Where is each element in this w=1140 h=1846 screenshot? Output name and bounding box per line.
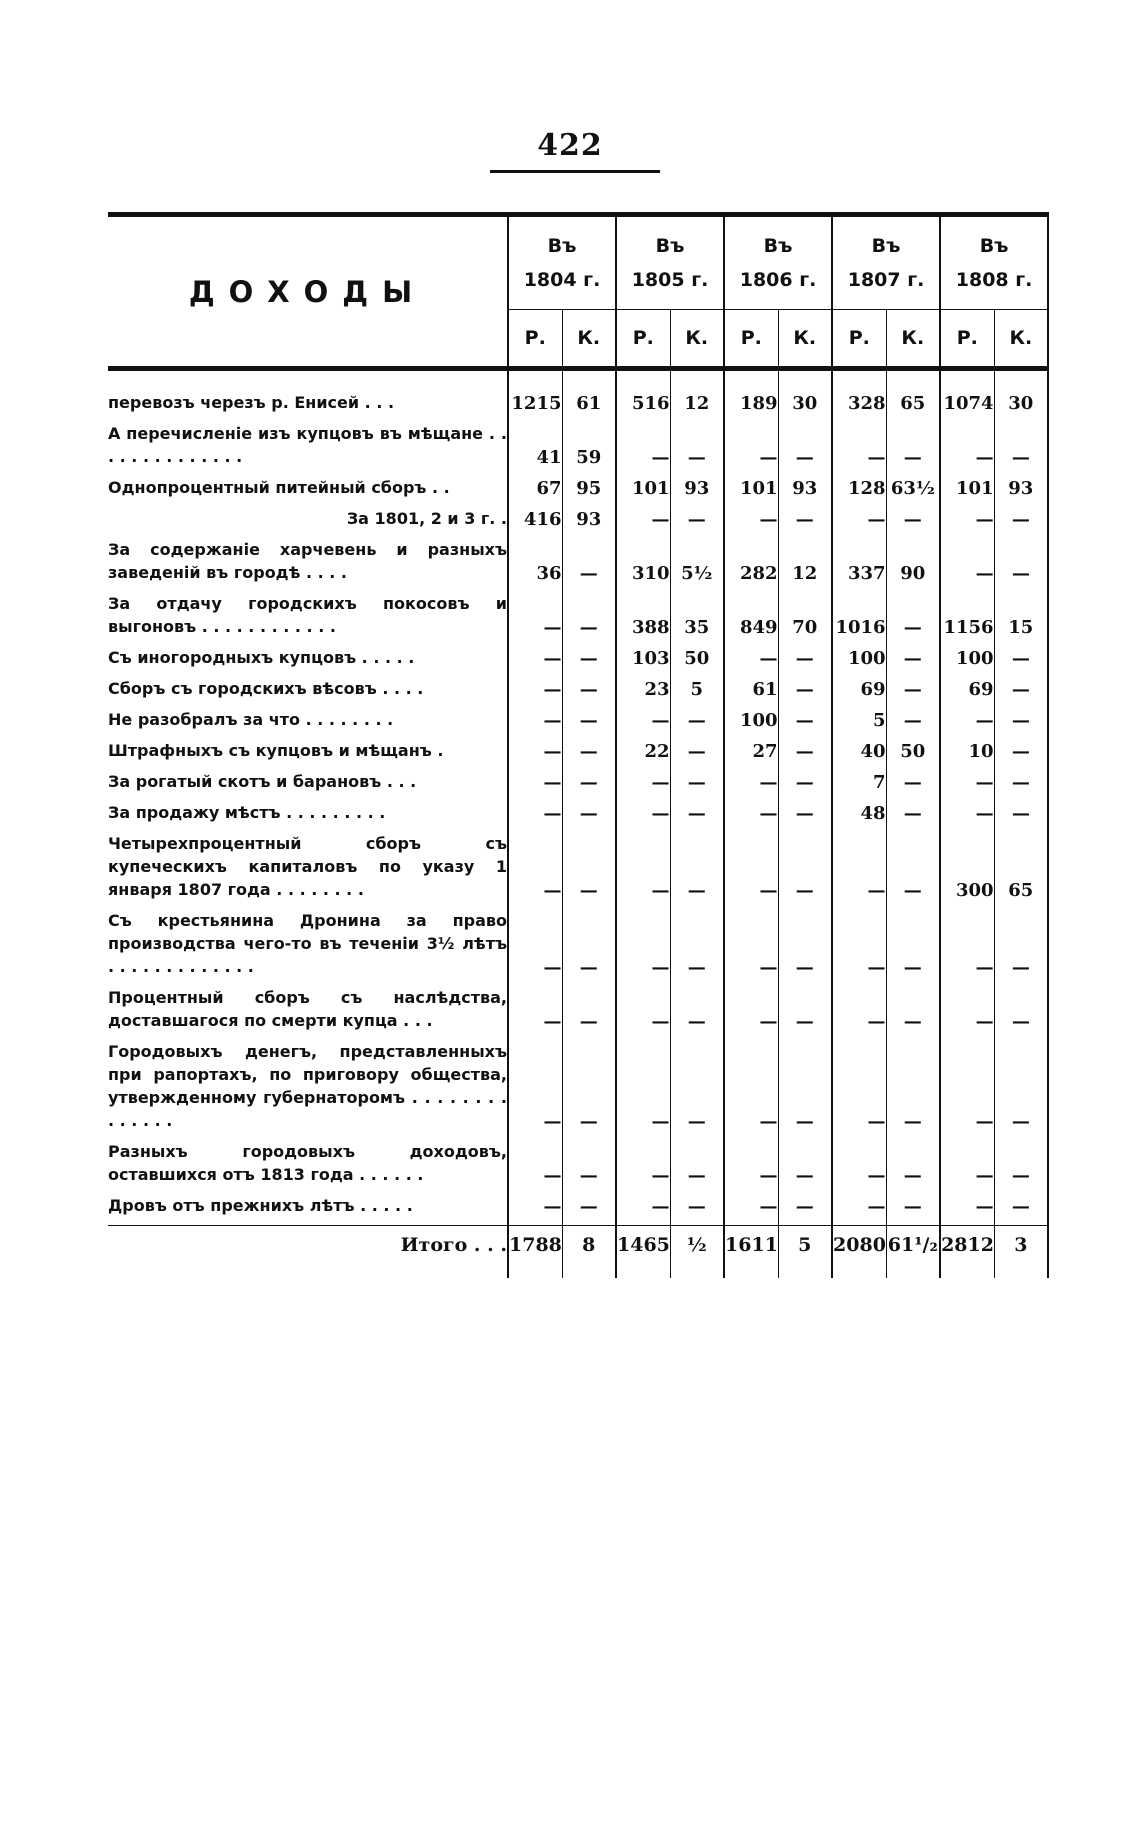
kopecks-cell: — xyxy=(562,1140,616,1194)
kopecks-cell: — xyxy=(994,1140,1048,1194)
rubles-cell: 849 xyxy=(724,592,778,646)
year-header: Въ 1808 г. xyxy=(940,215,1048,310)
total-rubles-cell: 1611 xyxy=(724,1226,778,1279)
rubles-cell: 36 xyxy=(508,538,562,592)
kopecks-header: К. xyxy=(886,310,940,369)
rubles-cell: — xyxy=(940,507,994,538)
income-item-label: Процентный сборъ съ наслѣдства, доставшагося по смерти купца . . . xyxy=(108,986,508,1040)
rubles-cell: — xyxy=(508,677,562,708)
rubles-cell: — xyxy=(616,507,670,538)
rubles-cell: — xyxy=(508,708,562,739)
rubles-cell: — xyxy=(940,801,994,832)
kopecks-cell: — xyxy=(994,801,1048,832)
income-item-label: Штрафныхъ съ купцовъ и мѣщанъ . xyxy=(108,739,508,770)
rubles-header: Р. xyxy=(832,310,886,369)
rubles-cell: — xyxy=(508,646,562,677)
rubles-cell: — xyxy=(508,909,562,986)
kopecks-cell: — xyxy=(886,592,940,646)
kopecks-cell: — xyxy=(670,1140,724,1194)
rubles-cell: 189 xyxy=(724,369,778,423)
rubles-cell: 67 xyxy=(508,476,562,507)
kopecks-cell: — xyxy=(886,1140,940,1194)
kopecks-cell: 93 xyxy=(778,476,832,507)
rubles-cell: — xyxy=(940,708,994,739)
kopecks-cell: — xyxy=(886,708,940,739)
kopecks-cell: — xyxy=(778,1140,832,1194)
rubles-cell: — xyxy=(832,832,886,909)
kopecks-cell: — xyxy=(886,677,940,708)
kopecks-cell: 65 xyxy=(994,832,1048,909)
kopecks-cell: 95 xyxy=(562,476,616,507)
income-item-label: За отдачу городскихъ покосовъ и выгоновъ . . . . . . . . . . . . xyxy=(108,592,508,646)
total-rubles-cell: 1788 xyxy=(508,1226,562,1279)
year-header: Въ 1804 г. xyxy=(508,215,616,310)
kopecks-header: К. xyxy=(670,310,724,369)
rubles-cell: 48 xyxy=(832,801,886,832)
income-table xyxy=(108,212,1049,1278)
kopecks-cell: 61 xyxy=(562,369,616,423)
kopecks-cell: 15 xyxy=(994,592,1048,646)
income-row xyxy=(108,986,1048,1040)
income-row xyxy=(108,422,1048,476)
income-row xyxy=(108,507,1048,538)
rubles-cell: — xyxy=(940,909,994,986)
rubles-cell: 101 xyxy=(616,476,670,507)
kopecks-cell: 30 xyxy=(778,369,832,423)
kopecks-cell: 30 xyxy=(994,369,1048,423)
kopecks-cell: — xyxy=(778,422,832,476)
income-row xyxy=(108,708,1048,739)
rubles-cell: 41 xyxy=(508,422,562,476)
kopecks-cell: — xyxy=(670,801,724,832)
income-item-label: Сборъ съ городскихъ вѣсовъ . . . . xyxy=(108,677,508,708)
kopecks-cell: 70 xyxy=(778,592,832,646)
rubles-cell: — xyxy=(616,801,670,832)
kopecks-cell: — xyxy=(886,1040,940,1140)
kopecks-cell: — xyxy=(994,646,1048,677)
rubles-cell: — xyxy=(940,538,994,592)
rubles-cell: 7 xyxy=(832,770,886,801)
year-header: Въ 1806 г. xyxy=(724,215,832,310)
rubles-cell: 1215 xyxy=(508,369,562,423)
year-header: Въ 1805 г. xyxy=(616,215,724,310)
kopecks-cell: 63½ xyxy=(886,476,940,507)
rubles-cell: 1016 xyxy=(832,592,886,646)
rubles-cell: 101 xyxy=(940,476,994,507)
rubles-cell: — xyxy=(616,1040,670,1140)
rubles-cell: 416 xyxy=(508,507,562,538)
kopecks-cell: — xyxy=(562,801,616,832)
kopecks-cell: 93 xyxy=(994,476,1048,507)
kopecks-cell: — xyxy=(562,909,616,986)
rubles-cell: — xyxy=(940,422,994,476)
rubles-cell: — xyxy=(616,770,670,801)
kopecks-cell: 59 xyxy=(562,422,616,476)
kopecks-cell: — xyxy=(886,909,940,986)
total-kopecks-cell: ½ xyxy=(670,1226,724,1279)
rubles-cell: — xyxy=(940,770,994,801)
rubles-cell: — xyxy=(724,422,778,476)
rubles-cell: — xyxy=(724,507,778,538)
total-kopecks-cell: 3 xyxy=(994,1226,1048,1279)
kopecks-cell: — xyxy=(778,770,832,801)
kopecks-cell: 5½ xyxy=(670,538,724,592)
rubles-cell: — xyxy=(616,422,670,476)
kopecks-cell: — xyxy=(778,1040,832,1140)
page-number: 422 xyxy=(537,128,603,163)
kopecks-cell: — xyxy=(562,739,616,770)
rubles-cell: 388 xyxy=(616,592,670,646)
rubles-cell: — xyxy=(616,986,670,1040)
rubles-cell: — xyxy=(616,909,670,986)
rubles-header: Р. xyxy=(940,310,994,369)
kopecks-cell: — xyxy=(778,646,832,677)
kopecks-cell: — xyxy=(562,986,616,1040)
rubles-header: Р. xyxy=(508,310,562,369)
rubles-cell: — xyxy=(832,1040,886,1140)
rubles-header: Р. xyxy=(616,310,670,369)
rubles-cell: — xyxy=(508,1194,562,1226)
kopecks-cell: — xyxy=(562,1194,616,1226)
rubles-cell: 282 xyxy=(724,538,778,592)
rubles-cell: 516 xyxy=(616,369,670,423)
rubles-cell: 310 xyxy=(616,538,670,592)
rubles-cell: 300 xyxy=(940,832,994,909)
rubles-cell: 23 xyxy=(616,677,670,708)
rubles-cell: — xyxy=(940,1040,994,1140)
total-rubles-cell: 2812 xyxy=(940,1226,994,1279)
year-header: Въ 1807 г. xyxy=(832,215,940,310)
kopecks-cell: — xyxy=(994,739,1048,770)
rubles-cell: — xyxy=(832,1140,886,1194)
rubles-cell: — xyxy=(508,770,562,801)
income-item-label: Съ иногородныхъ купцовъ . . . . . xyxy=(108,646,508,677)
kopecks-cell: — xyxy=(886,507,940,538)
rubles-cell: 337 xyxy=(832,538,886,592)
rubles-cell: 1074 xyxy=(940,369,994,423)
rubles-cell: — xyxy=(940,1140,994,1194)
kopecks-cell: 93 xyxy=(562,507,616,538)
rubles-cell: — xyxy=(508,1140,562,1194)
rubles-cell: — xyxy=(508,592,562,646)
kopecks-cell: 12 xyxy=(778,538,832,592)
rubles-cell: — xyxy=(724,770,778,801)
rubles-cell: — xyxy=(832,1194,886,1226)
kopecks-cell: — xyxy=(994,677,1048,708)
kopecks-cell: — xyxy=(778,986,832,1040)
rubles-cell: — xyxy=(508,1040,562,1140)
rubles-cell: — xyxy=(832,422,886,476)
income-item-label: А перечисленіе изъ купцовъ въ мѣщане . . . . . . . . . . . . . . xyxy=(108,422,508,476)
rubles-cell: — xyxy=(616,1194,670,1226)
kopecks-cell: — xyxy=(562,1040,616,1140)
income-row xyxy=(108,646,1048,677)
rubles-cell: 40 xyxy=(832,739,886,770)
income-row xyxy=(108,592,1048,646)
kopecks-cell: — xyxy=(994,770,1048,801)
kopecks-cell: 12 xyxy=(670,369,724,423)
kopecks-cell: — xyxy=(670,708,724,739)
year-header-row xyxy=(108,215,1048,310)
kopecks-cell: — xyxy=(778,1194,832,1226)
kopecks-cell: — xyxy=(778,507,832,538)
total-kopecks-cell: 5 xyxy=(778,1226,832,1279)
income-row xyxy=(108,538,1048,592)
kopecks-cell: — xyxy=(562,677,616,708)
income-item-label: Четырехпроцентный сборъ съ купеческихъ капиталовъ по указу 1 января 1807 года . . . . . . . . xyxy=(108,832,508,909)
income-row xyxy=(108,476,1048,507)
kopecks-cell: 5 xyxy=(670,677,724,708)
income-item-label: Съ крестьянина Дронина за право производства чего-то въ теченіи 3½ лѣтъ . . . . . . . . . . . . . xyxy=(108,909,508,986)
income-row xyxy=(108,909,1048,986)
kopecks-cell: — xyxy=(670,739,724,770)
kopecks-cell: 50 xyxy=(670,646,724,677)
kopecks-cell: — xyxy=(994,708,1048,739)
rubles-cell: 128 xyxy=(832,476,886,507)
income-row xyxy=(108,801,1048,832)
income-row xyxy=(108,1194,1048,1226)
total-label: Итого . . . xyxy=(108,1226,508,1279)
total-kopecks-cell: 8 xyxy=(562,1226,616,1279)
kopecks-cell: — xyxy=(562,770,616,801)
income-row xyxy=(108,1140,1048,1194)
kopecks-cell: — xyxy=(778,739,832,770)
rubles-cell: — xyxy=(616,832,670,909)
income-item-label: За рогатый скотъ и барановъ . . . xyxy=(108,770,508,801)
rubles-header: Р. xyxy=(724,310,778,369)
kopecks-cell: — xyxy=(670,422,724,476)
income-item-label: За 1801, 2 и 3 г. . xyxy=(108,507,508,538)
rubles-cell: 101 xyxy=(724,476,778,507)
income-row xyxy=(108,1040,1048,1140)
kopecks-cell: — xyxy=(886,770,940,801)
kopecks-cell: — xyxy=(670,1040,724,1140)
rubles-cell: 27 xyxy=(724,739,778,770)
rubles-cell: 100 xyxy=(724,708,778,739)
kopecks-cell: 35 xyxy=(670,592,724,646)
rubles-cell: 103 xyxy=(616,646,670,677)
rubles-cell: — xyxy=(724,1040,778,1140)
rubles-cell: — xyxy=(616,1140,670,1194)
rubles-cell: — xyxy=(832,909,886,986)
kopecks-header: К. xyxy=(562,310,616,369)
rubles-cell: 10 xyxy=(940,739,994,770)
total-kopecks-cell: 61¹/₂ xyxy=(886,1226,940,1279)
rubles-cell: 22 xyxy=(616,739,670,770)
kopecks-cell: — xyxy=(994,909,1048,986)
rubles-cell: 100 xyxy=(940,646,994,677)
kopecks-cell: — xyxy=(994,986,1048,1040)
rubles-cell: — xyxy=(508,832,562,909)
rubles-cell: — xyxy=(508,739,562,770)
rubles-cell: — xyxy=(616,708,670,739)
page-number-rule xyxy=(490,170,660,173)
table-title: ДОХОДЫ xyxy=(108,215,508,369)
kopecks-cell: — xyxy=(994,422,1048,476)
kopecks-cell: — xyxy=(778,801,832,832)
kopecks-cell: — xyxy=(562,538,616,592)
kopecks-cell: — xyxy=(778,677,832,708)
kopecks-cell: 50 xyxy=(886,739,940,770)
rubles-cell: 69 xyxy=(940,677,994,708)
kopecks-cell: — xyxy=(670,770,724,801)
income-row xyxy=(108,832,1048,909)
kopecks-cell: — xyxy=(562,708,616,739)
kopecks-cell: — xyxy=(670,832,724,909)
rubles-cell: — xyxy=(832,986,886,1040)
kopecks-cell: — xyxy=(778,708,832,739)
kopecks-cell: — xyxy=(994,507,1048,538)
kopecks-cell: — xyxy=(670,909,724,986)
rubles-cell: — xyxy=(940,986,994,1040)
rubles-cell: — xyxy=(832,507,886,538)
rubles-cell: 100 xyxy=(832,646,886,677)
income-item-label: За содержаніе харчевень и разныхъ заведеній въ городѣ . . . . xyxy=(108,538,508,592)
kopecks-cell: — xyxy=(670,507,724,538)
kopecks-cell: 90 xyxy=(886,538,940,592)
kopecks-cell: — xyxy=(886,1194,940,1226)
income-item-label: За продажу мѣстъ . . . . . . . . . xyxy=(108,801,508,832)
income-row xyxy=(108,770,1048,801)
rubles-cell: — xyxy=(940,1194,994,1226)
rubles-cell: — xyxy=(724,646,778,677)
total-rubles-cell: 1465 xyxy=(616,1226,670,1279)
income-item-label: Дровъ отъ прежнихъ лѣтъ . . . . . xyxy=(108,1194,508,1226)
kopecks-cell: 65 xyxy=(886,369,940,423)
income-item-label: Разныхъ городовыхъ доходовъ, оставшихся отъ 1813 года . . . . . . xyxy=(108,1140,508,1194)
rubles-cell: 69 xyxy=(832,677,886,708)
kopecks-cell: — xyxy=(886,422,940,476)
rubles-cell: — xyxy=(724,909,778,986)
total-rubles-cell: 2080 xyxy=(832,1226,886,1279)
rubles-cell: — xyxy=(724,801,778,832)
rubles-cell: 328 xyxy=(832,369,886,423)
kopecks-cell: — xyxy=(562,832,616,909)
rubles-cell: — xyxy=(724,986,778,1040)
kopecks-cell: — xyxy=(886,646,940,677)
income-row xyxy=(108,677,1048,708)
income-row xyxy=(108,739,1048,770)
kopecks-cell: — xyxy=(994,1194,1048,1226)
income-item-label: перевозъ черезъ р. Енисей . . . xyxy=(108,369,508,423)
income-item-label: Не разобралъ за что . . . . . . . . xyxy=(108,708,508,739)
income-item-label: Городовыхъ денегъ, представленныхъ при рапортахъ, по приговору общества, утвержденному губернаторомъ . . . . . . . . . . . . . . xyxy=(108,1040,508,1140)
rubles-cell: 5 xyxy=(832,708,886,739)
kopecks-cell: — xyxy=(886,986,940,1040)
kopecks-cell: 93 xyxy=(670,476,724,507)
rubles-cell: — xyxy=(724,1140,778,1194)
kopecks-cell: — xyxy=(994,538,1048,592)
kopecks-cell: — xyxy=(562,592,616,646)
rubles-cell: 1156 xyxy=(940,592,994,646)
total-row xyxy=(108,1226,1048,1279)
income-row xyxy=(108,369,1048,423)
kopecks-header: К. xyxy=(994,310,1048,369)
rubles-cell: — xyxy=(724,1194,778,1226)
kopecks-header: К. xyxy=(778,310,832,369)
rubles-cell: — xyxy=(724,832,778,909)
kopecks-cell: — xyxy=(778,832,832,909)
kopecks-cell: — xyxy=(670,986,724,1040)
kopecks-cell: — xyxy=(670,1194,724,1226)
kopecks-cell: — xyxy=(778,909,832,986)
rubles-cell: 61 xyxy=(724,677,778,708)
kopecks-cell: — xyxy=(994,1040,1048,1140)
kopecks-cell: — xyxy=(886,832,940,909)
income-rows xyxy=(108,369,1048,1279)
income-item-label: Однопроцентный питейный сборъ . . xyxy=(108,476,508,507)
rubles-cell: — xyxy=(508,986,562,1040)
kopecks-cell: — xyxy=(886,801,940,832)
rubles-cell: — xyxy=(508,801,562,832)
kopecks-cell: — xyxy=(562,646,616,677)
